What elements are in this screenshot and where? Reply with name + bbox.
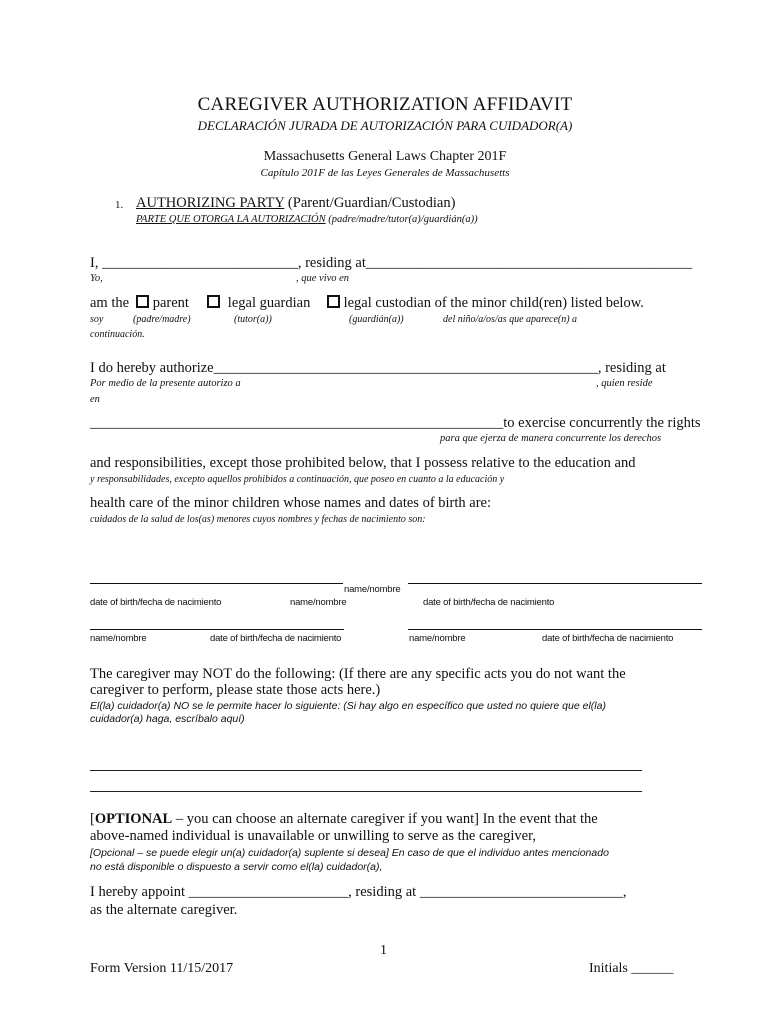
responsibilities-text-es: y responsabilidades, excepto aquellos prohibidos a continuación, que poseo en cuanto a la educación y — [90, 474, 505, 485]
initials-field[interactable]: Initials ______ — [589, 961, 674, 976]
law-reference-es: Capítulo 201F de las Leyes Generales de Massachusetts — [260, 167, 510, 179]
am-the-label: am the — [90, 295, 130, 311]
section-heading — [136, 195, 455, 212]
child4-field[interactable] — [408, 629, 702, 630]
form-version: Form Version 11/15/2017 — [90, 961, 234, 976]
legal-guardian-checkbox[interactable] — [207, 295, 220, 308]
es-continuacion: continuación. — [90, 329, 145, 340]
optional-text-es-2: no está disponible o dispuesto a servir como el(la) cuidador(a), — [90, 861, 383, 873]
es-soy: soy — [90, 314, 104, 325]
section-heading-rest: (Parent/Guardian/Custodian) — [284, 195, 456, 211]
form-subtitle: DECLARACIÓN JURADA DE AUTORIZACIÓN PARA CUIDADOR(A) — [197, 118, 573, 133]
legal-custodian-checkbox[interactable] — [327, 295, 340, 308]
parent-label: parent — [152, 295, 189, 311]
relationship-line — [90, 295, 644, 312]
caregiver-name-line[interactable]: I do hereby authorize_____________________________________________________, residing at — [90, 360, 666, 376]
authorizing-name-line[interactable]: I, ___________________________, residing at_____________________________________________ — [90, 255, 693, 271]
health-care-text: health care of the minor children whose names and dates of birth are: — [90, 495, 492, 511]
form-title: CAREGIVER AUTHORIZATION AFFIDAVIT — [197, 94, 573, 115]
legal-guardian-label: legal guardian — [227, 295, 311, 311]
prohibited-acts-field-1[interactable] — [90, 770, 642, 771]
child1-name-field[interactable] — [90, 583, 343, 584]
law-reference: Massachusetts General Laws Chapter 201F — [263, 149, 507, 164]
child2-dob-label: date of birth/fecha de nacimiento — [423, 597, 555, 608]
es-tutor: (tutor(a)) — [234, 314, 272, 325]
es-padre: (padre/madre) — [133, 314, 191, 325]
prohibited-acts-field-2[interactable] — [90, 791, 642, 792]
child4-name-label: name/nombre — [409, 633, 466, 644]
es-ejerza: para que ejerza de manera concurrente los derechos — [440, 433, 662, 444]
child4-dob-label: date of birth/fecha de nacimiento — [542, 633, 674, 644]
parent-checkbox[interactable] — [136, 295, 149, 308]
optional-bracket: [ — [90, 811, 95, 827]
child3-field[interactable] — [90, 629, 344, 630]
es-autorizo: Por medio de la presente autorizo a — [90, 378, 241, 389]
child3-dob-label: date of birth/fecha de nacimiento — [210, 633, 342, 644]
section-heading-es — [136, 214, 478, 225]
caregiver-address-line[interactable]: _________________________________________________________to exercise concurrently the rights — [90, 415, 701, 431]
es-yo: Yo, — [90, 273, 103, 284]
section-heading-es-label: PARTE QUE OTORGA LA AUTORIZACIÓN — [136, 214, 326, 225]
child3-name-label: name/nombre — [90, 633, 147, 644]
child1-dob-label: date of birth/fecha de nacimiento — [90, 597, 222, 608]
es-que-vivo: , que vivo en — [296, 273, 350, 284]
health-care-text-es: cuidados de la salud de los(as) menores cuyos nombres y fechas de nacimiento son: — [90, 514, 426, 525]
es-guardian: (guardián(a)) — [349, 314, 404, 325]
section-heading-label: AUTHORIZING PARTY — [136, 195, 285, 211]
optional-label: OPTIONAL — [94, 811, 173, 827]
section-number: 1. — [115, 199, 124, 211]
es-en: en — [90, 394, 100, 405]
page-number: 1 — [380, 943, 387, 958]
prohibited-acts-text-1: The caregiver may NOT do the following: (If there are any specific acts you do not want the — [90, 666, 626, 682]
section-heading-es-rest: (padre/madre/tutor(a)/guardián(a)) — [325, 214, 478, 225]
child1-name-label: name/nombre — [344, 584, 401, 595]
prohibited-acts-text-2: caregiver to perform, please state those acts here.) — [90, 682, 381, 698]
prohibited-acts-text-es-2: cuidador(a) haga, escríbalo aquí) — [90, 713, 245, 725]
optional-text-1 — [90, 811, 598, 828]
prohibited-acts-text-es-1: El(la) cuidador(a) NO se le permite hacer lo siguiente: (Si hay algo en específico que usted no quiere que el(la) — [90, 700, 606, 712]
legal-custodian-label: legal custodian of the minor child(ren) listed below. — [343, 295, 644, 311]
es-quien-reside: , quien reside — [596, 378, 653, 389]
optional-text-es-1: [Opcional – se puede elegir un(a) cuidador(a) suplente si desea] En caso de que el individuo antes mencionado — [90, 847, 609, 859]
responsibilities-text: and responsibilities, except those prohibited below, that I possess relative to the education and — [90, 455, 636, 471]
optional-text-2: above-named individual is unavailable or unwilling to serve as the caregiver, — [90, 828, 536, 844]
child2-name-field[interactable] — [408, 583, 702, 584]
child2-name-label: name/nombre — [290, 597, 347, 608]
alternate-caregiver-line[interactable]: I hereby appoint ______________________, residing at ____________________________, — [90, 884, 627, 900]
alternate-caregiver-text: as the alternate caregiver. — [90, 902, 238, 918]
optional-rest: – you can choose an alternate caregiver if you want] In the event that the — [172, 811, 598, 827]
es-nino: del niño/a/os/as que aparece(n) a — [443, 314, 578, 325]
